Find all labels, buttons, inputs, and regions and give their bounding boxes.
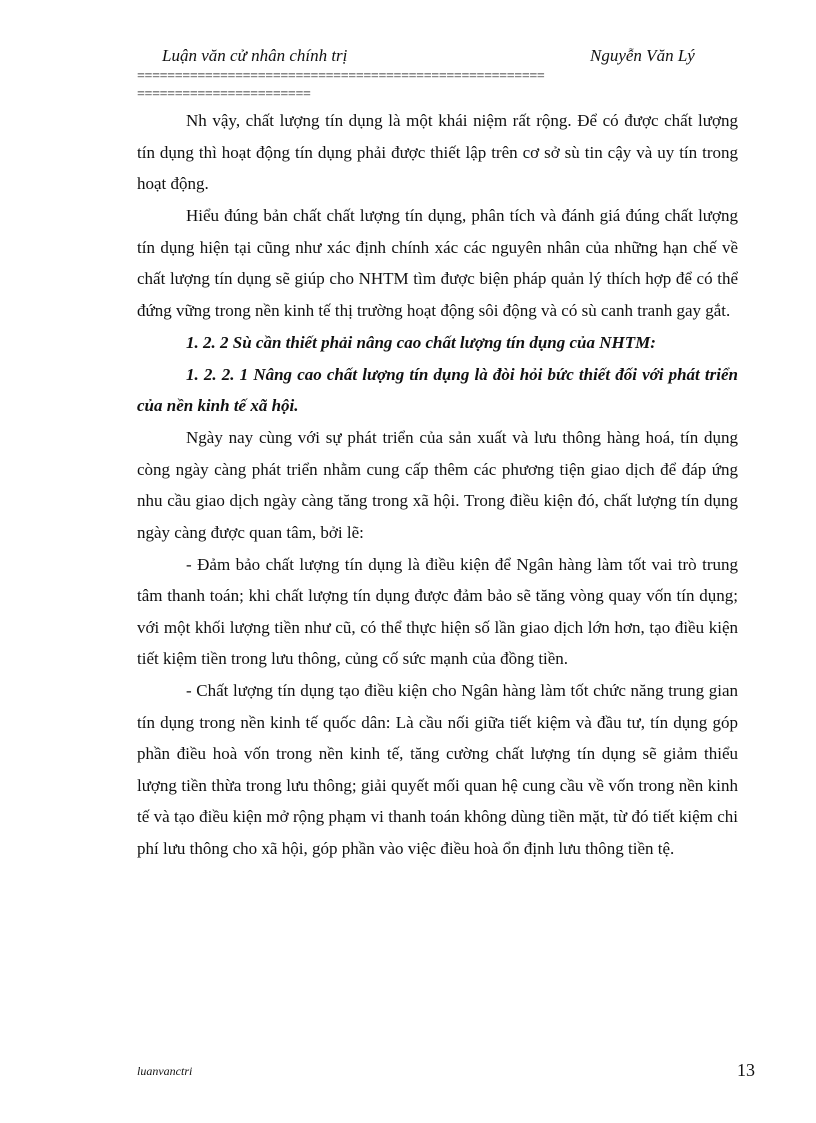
- section-heading: 1. 2. 2 Sù cần thiết phải nâng cao chất lượng tín dụng của NHTM:: [186, 332, 656, 352]
- paragraph: Ngày nay cùng với sự phát triển của sản xuất và lưu thông hàng hoá, tín dụng còng ngày càng phát triển nhằm cung cấp thêm các phương tiện giao dịch để đáp ứng nhu cầu giao dịch ngày càng tăng trong xã hội. Trong điều kiện đó, chất lượng tín dụng ngày càng được quan tâm, bởi lẽ:: [137, 428, 738, 542]
- subsection-heading: 1. 2. 2. 1 Nâng cao chất lượng tín dụng là đòi hỏi bức thiết đối với phát triển của nền kinh tế xã hội.: [137, 364, 738, 415]
- header-title: Luận văn cử nhân chính trị: [162, 46, 348, 65]
- paragraph: Nh vậy, chất lượng tín dụng là một khái niệm rất rộng. Để có được chất lượng tín dụng thì hoạt động tín dụng phải được thiết lập trên cơ sở sù tin cậy và uy tín trong hoạt động.: [137, 111, 738, 193]
- header-author: Nguyễn Văn Lý: [590, 46, 695, 65]
- footer-site-name: luanvanctri: [137, 1064, 193, 1078]
- header-rule: ======================================================: [137, 70, 545, 84]
- page-number: 13: [737, 1060, 755, 1080]
- paragraph: - Đảm bảo chất lượng tín dụng là điều kiện để Ngân hàng làm tốt vai trò trung tâm thanh toán; khi chất lượng tín dụng được đảm bảo sẽ tăng vòng quay vốn tín dụng; với một khối lượng tiền như cũ, có thể thực hiện số lần giao dịch lớn hơn, tạo điều kiện tiết kiệm tiền trong lưu thông, củng cố sức mạnh của đồng tiền.: [137, 554, 738, 668]
- paragraph: - Chất lượng tín dụng tạo điều kiện cho Ngân hàng làm tốt chức năng trung gian tín dụng trong nền kinh tế quốc dân: Là cầu nối giữa tiết kiệm và đầu tư, tín dụng góp phần điều hoà vốn trong nền kinh tế, tăng cường chất lượng tín dụng sẽ giảm thiểu lượng tiền thừa trong lưu thông; giải quyết mối quan hệ cung cầu về vốn trong nền kinh tế và tạo điều kiện mở rộng phạm vi thanh toán không dùng tiền mặt, từ đó tiết kiệm chi phí lưu thông cho xã hội, góp phần vào việc điều hoà ổn định lưu thông tiền tệ.: [137, 681, 738, 858]
- header-rule-continued: =======================: [137, 88, 311, 102]
- body-text: [137, 105, 738, 865]
- paragraph: Hiểu đúng bản chất chất lượng tín dụng, phân tích và đánh giá đúng chất lượng tín dụng hiện tại cũng như xác định chính xác các nguyên nhân của những hạn chế về chất lượng tín dụng sẽ giúp cho NHTM tìm được biện pháp quản lý thích hợp để có thể đứng vững trong nền kinh tế thị trường hoạt động sôi động và có sù canh tranh gay gắt.: [137, 206, 738, 320]
